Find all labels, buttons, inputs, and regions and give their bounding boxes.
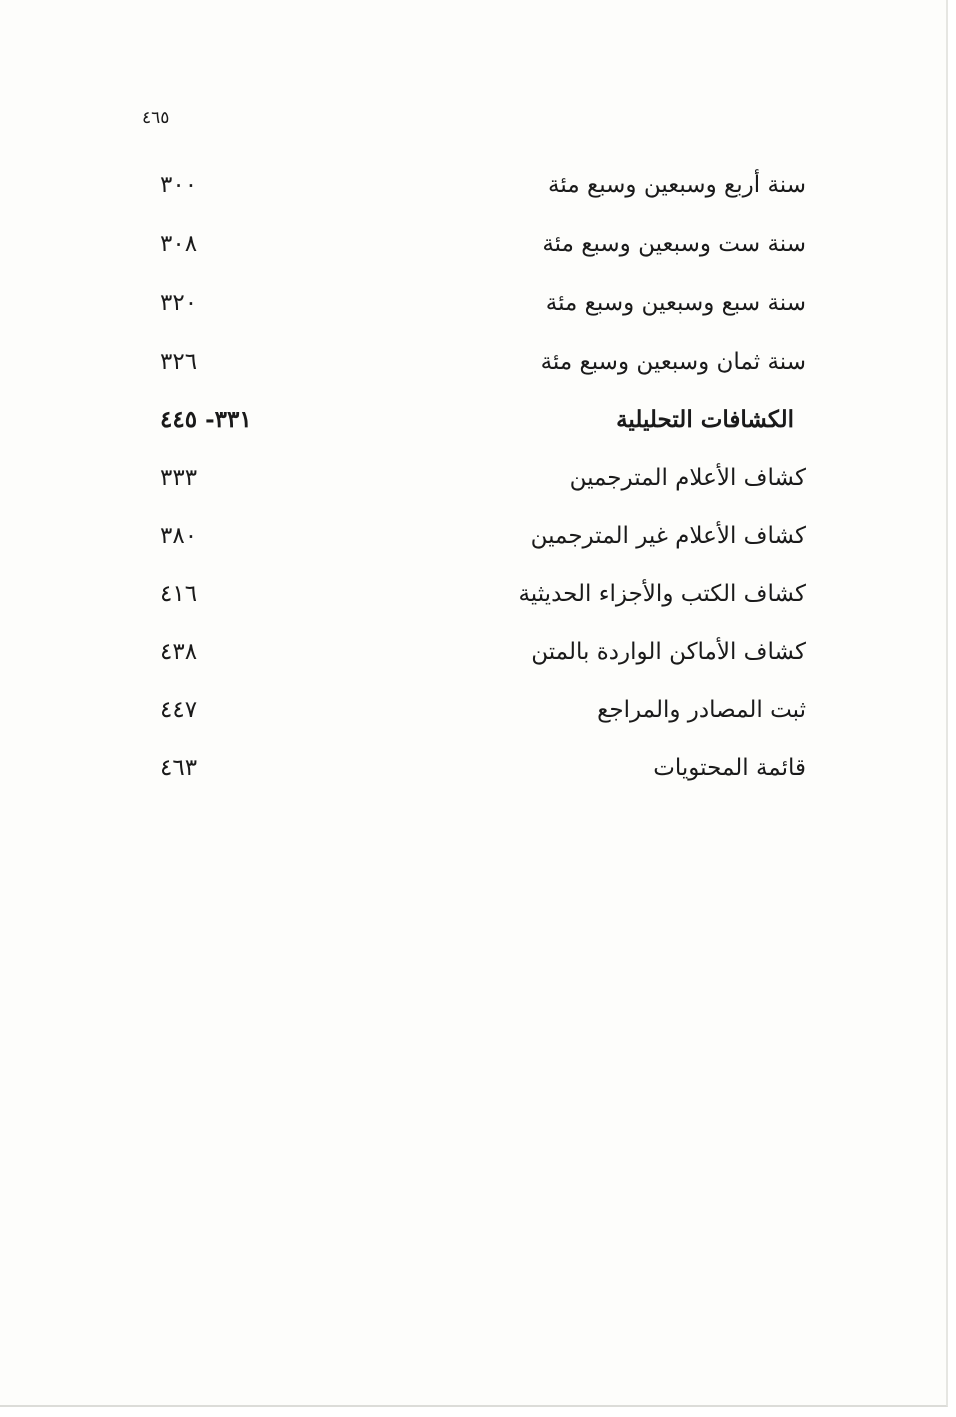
toc-entry-title: سنة أربع وسبعين وسبع مئة: [548, 172, 806, 198]
toc-entry-page: ٣٢٠: [160, 290, 198, 316]
toc-section-heading-indexes: [0, 400, 946, 440]
toc-entry-page: ٣٢٦: [160, 349, 198, 375]
toc-entry-page: ٣٠٠: [160, 172, 198, 198]
toc-entry-page: ٤٣٨: [160, 639, 198, 665]
toc-entry-index-non-biographed: [0, 516, 946, 556]
toc-entry-bibliography: [0, 690, 946, 730]
toc-entry-index-books: [0, 574, 946, 614]
toc-entry-title: قائمة المحتويات: [653, 755, 806, 781]
toc-section-page-range: ٣٣١- ٤٤٥: [160, 406, 252, 433]
toc-entry-title: كشاف الكتب والأجزاء الحديثية: [518, 581, 806, 607]
toc-entry-year-777: [0, 283, 946, 323]
toc-entry-index-biographed: [0, 458, 946, 498]
toc-entry-title: ثبت المصادر والمراجع: [597, 697, 806, 723]
toc-entry-title: كشاف الأعلام المترجمين: [569, 465, 806, 491]
toc-entry-title: كشاف الأماكن الواردة بالمتن: [531, 639, 806, 665]
toc-entry-year-778: [0, 342, 946, 382]
toc-entry-index-places: [0, 632, 946, 672]
toc-section-title: الكشافات التحليلية: [616, 406, 794, 433]
toc-entry-page: ٣٣٣: [160, 465, 198, 491]
toc-entry-year-776: [0, 224, 946, 264]
page-number: ٤٦٥: [142, 108, 170, 128]
toc-entry-page: ٤٤٧: [160, 697, 198, 723]
toc-entry-page: ٤١٦: [160, 581, 198, 607]
toc-entry-title: كشاف الأعلام غير المترجمين: [530, 523, 806, 549]
toc-entry-page: ٣٠٨: [160, 231, 198, 257]
toc-entry-title: سنة ست وسبعين وسبع مئة: [542, 231, 806, 257]
toc-entry-title: سنة سبع وسبعين وسبع مئة: [545, 290, 806, 316]
toc-entry-page: ٤٦٣: [160, 755, 198, 781]
toc-entry-title: سنة ثمان وسبعين وسبع مئة: [540, 349, 806, 375]
toc-entry-page: ٣٨٠: [160, 523, 198, 549]
toc-entry-year-774: [0, 165, 946, 205]
toc-entry-contents: [0, 748, 946, 788]
